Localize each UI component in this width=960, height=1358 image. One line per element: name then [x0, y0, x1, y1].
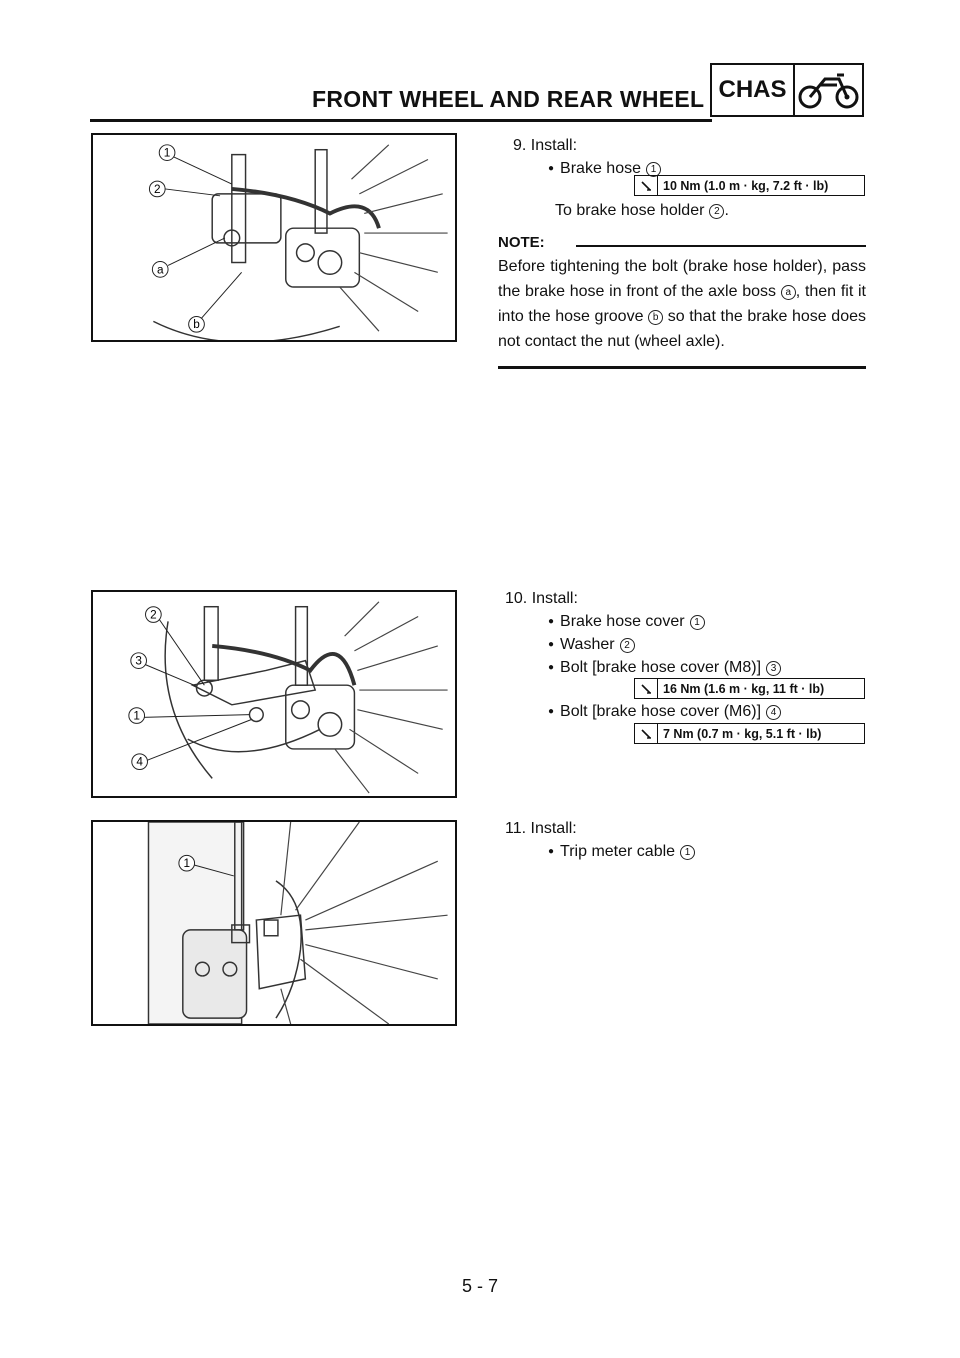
note-text: , then fit it into the hose groove	[498, 283, 866, 325]
figure-callout: b	[193, 318, 200, 332]
figure-callout: 3	[135, 654, 142, 668]
page-title: FRONT WHEEL AND REAR WHEEL	[312, 86, 705, 112]
figure-trip-meter-cable	[91, 820, 457, 1026]
torque-spec	[634, 723, 865, 744]
item-ref: 4	[766, 705, 781, 720]
note-rule	[498, 366, 866, 369]
target-ref: 2	[709, 204, 724, 219]
item-label: Brake hose	[560, 160, 641, 177]
step-heading: 11. Install:	[505, 820, 577, 837]
torque-spec	[634, 175, 865, 196]
motorcycle-icon	[795, 65, 862, 115]
item-ref: 1	[680, 845, 695, 860]
section-label: CHAS	[712, 65, 795, 115]
step-heading: 9. Install:	[513, 137, 578, 154]
figure-callout: 1	[163, 146, 171, 160]
item-ref: 1	[646, 162, 661, 177]
section-badge	[710, 63, 864, 117]
figure-callout: 1	[183, 857, 191, 871]
note-rule	[576, 245, 866, 247]
figure-callout: 2	[150, 608, 157, 622]
torque-value: 10 Nm (1.0 m · kg, 7.2 ft · lb)	[663, 178, 829, 193]
torque-value: 7 Nm (0.7 m · kg, 5.1 ft · lb)	[663, 726, 822, 741]
item-ref: 2	[620, 638, 635, 653]
page-number: 5 - 7	[461, 1276, 499, 1296]
figure-callout: 4	[136, 755, 143, 769]
torque-value: 16 Nm (1.6 m · kg, 11 ft · lb)	[663, 681, 825, 696]
item-ref: 3	[766, 661, 781, 676]
item-label: Bolt [brake hose cover (M6)]	[560, 703, 762, 720]
title-rule	[90, 119, 712, 122]
figure-callout: 1	[133, 709, 140, 723]
item-label: Brake hose cover	[560, 613, 685, 630]
figure-callout: 2	[154, 182, 161, 196]
torque-wrench-icon	[635, 679, 658, 698]
item-label: Washer	[560, 636, 615, 653]
figure-brake-hose	[91, 133, 457, 342]
torque-spec	[634, 678, 865, 699]
note-text: so that the brake hose does not contact the nut (wheel axle).	[498, 308, 866, 350]
note-label: NOTE:	[498, 234, 545, 251]
torque-wrench-icon	[635, 176, 658, 195]
note-body	[498, 254, 866, 354]
note-text: Before tightening the bolt (brake hose holder), pass the brake hose in front of the axle boss	[498, 258, 866, 300]
target-label: To brake hose holder	[555, 202, 705, 219]
figure-callout: a	[156, 263, 164, 277]
note-ref-b: b	[648, 310, 663, 325]
item-label: Trip meter cable	[560, 843, 676, 860]
figure-brake-hose-cover	[91, 590, 457, 798]
torque-wrench-icon	[635, 724, 658, 743]
install-target: To brake hose holder 2 .	[555, 202, 729, 219]
install-item	[548, 839, 695, 867]
step-heading: 10. Install:	[505, 590, 578, 607]
item-label: Bolt [brake hose cover (M8)]	[560, 659, 762, 676]
item-ref: 1	[690, 615, 705, 630]
note-ref-a: a	[781, 285, 796, 300]
